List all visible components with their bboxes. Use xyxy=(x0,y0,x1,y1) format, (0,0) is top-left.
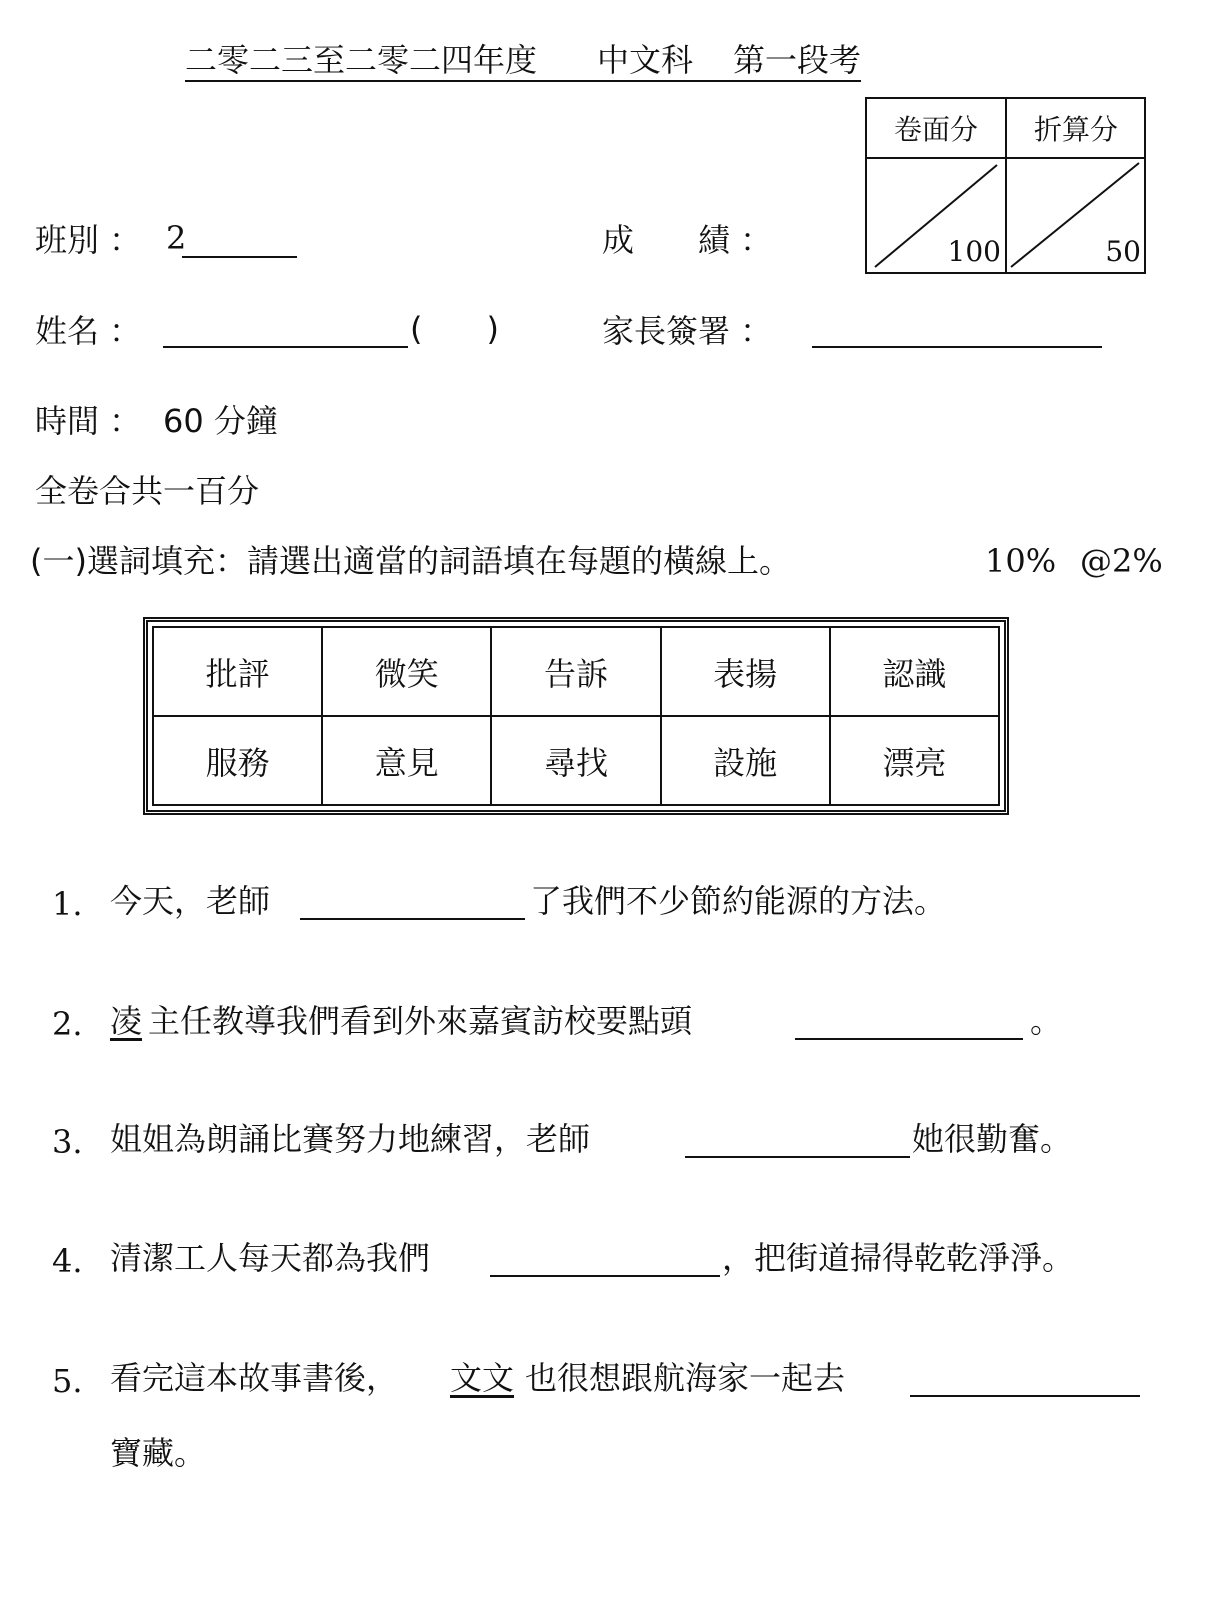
score-paper-max: 100 xyxy=(947,235,1001,268)
question-text: 姐姐為朗誦比賽努力地練習，老師 xyxy=(110,1120,591,1158)
word-cell: 漂亮 xyxy=(830,716,999,805)
question-text: 了我們不少節約能源的方法。 xyxy=(530,882,947,920)
word-cell: 批評 xyxy=(153,627,322,716)
class-blank[interactable] xyxy=(182,256,297,258)
word-cell: 設施 xyxy=(661,716,830,805)
score-converted-max: 50 xyxy=(1105,235,1141,268)
section-each: @2% xyxy=(1080,542,1163,580)
question-text: 她很勤奮。 xyxy=(912,1120,1073,1158)
word-cell: 服務 xyxy=(153,716,322,805)
answer-blank[interactable] xyxy=(910,1395,1140,1397)
score-col-converted xyxy=(1007,99,1145,272)
name-blank[interactable] xyxy=(163,346,408,348)
section-title: (一)選詞填充：請選出適當的詞語填在每題的橫線上。 xyxy=(30,542,791,580)
exam-name: 第一段考 xyxy=(733,41,862,79)
question-text: 看完這本故事書後， xyxy=(110,1359,399,1397)
question-number: 3. xyxy=(52,1123,83,1161)
total-marks: 全卷合共一百分 xyxy=(35,472,260,510)
class-number-paren[interactable]: ( ) xyxy=(410,310,499,348)
word-bank xyxy=(143,617,1009,815)
parent-signature-label: 家長簽署 ： xyxy=(602,312,773,350)
proper-name: 文文 xyxy=(450,1359,515,1397)
exam-title xyxy=(185,41,862,82)
parent-signature-blank[interactable] xyxy=(812,346,1102,348)
question-text: 今天，老師 xyxy=(110,882,271,920)
question-number: 5. xyxy=(52,1362,83,1400)
question-text: ，把街道掃得乾乾淨淨。 xyxy=(722,1239,1075,1277)
subject: 中文科 xyxy=(597,41,694,79)
proper-name: 凌 xyxy=(110,1002,143,1040)
word-cell: 意見 xyxy=(322,716,491,805)
question-number: 2. xyxy=(52,1005,83,1043)
answer-blank[interactable] xyxy=(300,918,525,920)
question-text: 寶藏。 xyxy=(110,1434,207,1472)
word-cell: 尋找 xyxy=(491,716,660,805)
score-col-converted-label: 折算分 xyxy=(1007,99,1145,159)
question-text: 。 xyxy=(1030,1002,1063,1040)
answer-blank[interactable] xyxy=(795,1038,1023,1040)
class-value: 2 xyxy=(166,219,187,257)
score-col-paper-label: 卷面分 xyxy=(867,99,1005,159)
name-label: 姓名 ： xyxy=(35,312,142,350)
word-cell: 認識 xyxy=(830,627,999,716)
question-text: 清潔工人每天都為我們 xyxy=(110,1239,431,1277)
question-number: 1. xyxy=(52,885,83,923)
section-marks: 10% xyxy=(985,542,1057,580)
time-value: 60 分鐘 xyxy=(163,402,278,440)
word-cell: 微笑 xyxy=(322,627,491,716)
answer-blank[interactable] xyxy=(685,1156,910,1158)
score-col-paper xyxy=(867,99,1007,272)
answer-blank[interactable] xyxy=(490,1275,720,1277)
grade-label: 成 績 ： xyxy=(602,221,773,259)
question-text: 也很想跟航海家一起去 xyxy=(525,1359,846,1397)
class-label: 班別 ： xyxy=(35,221,142,259)
word-cell: 告訴 xyxy=(491,627,660,716)
score-box xyxy=(865,97,1146,274)
time-label: 時間 ： xyxy=(35,402,142,440)
question-text: 主任教導我們看到外來嘉賓訪校要點頭 xyxy=(148,1002,693,1040)
school-year: 二零二三至二零二四年度 xyxy=(185,41,538,79)
word-cell: 表揚 xyxy=(661,627,830,716)
question-number: 4. xyxy=(52,1242,83,1280)
